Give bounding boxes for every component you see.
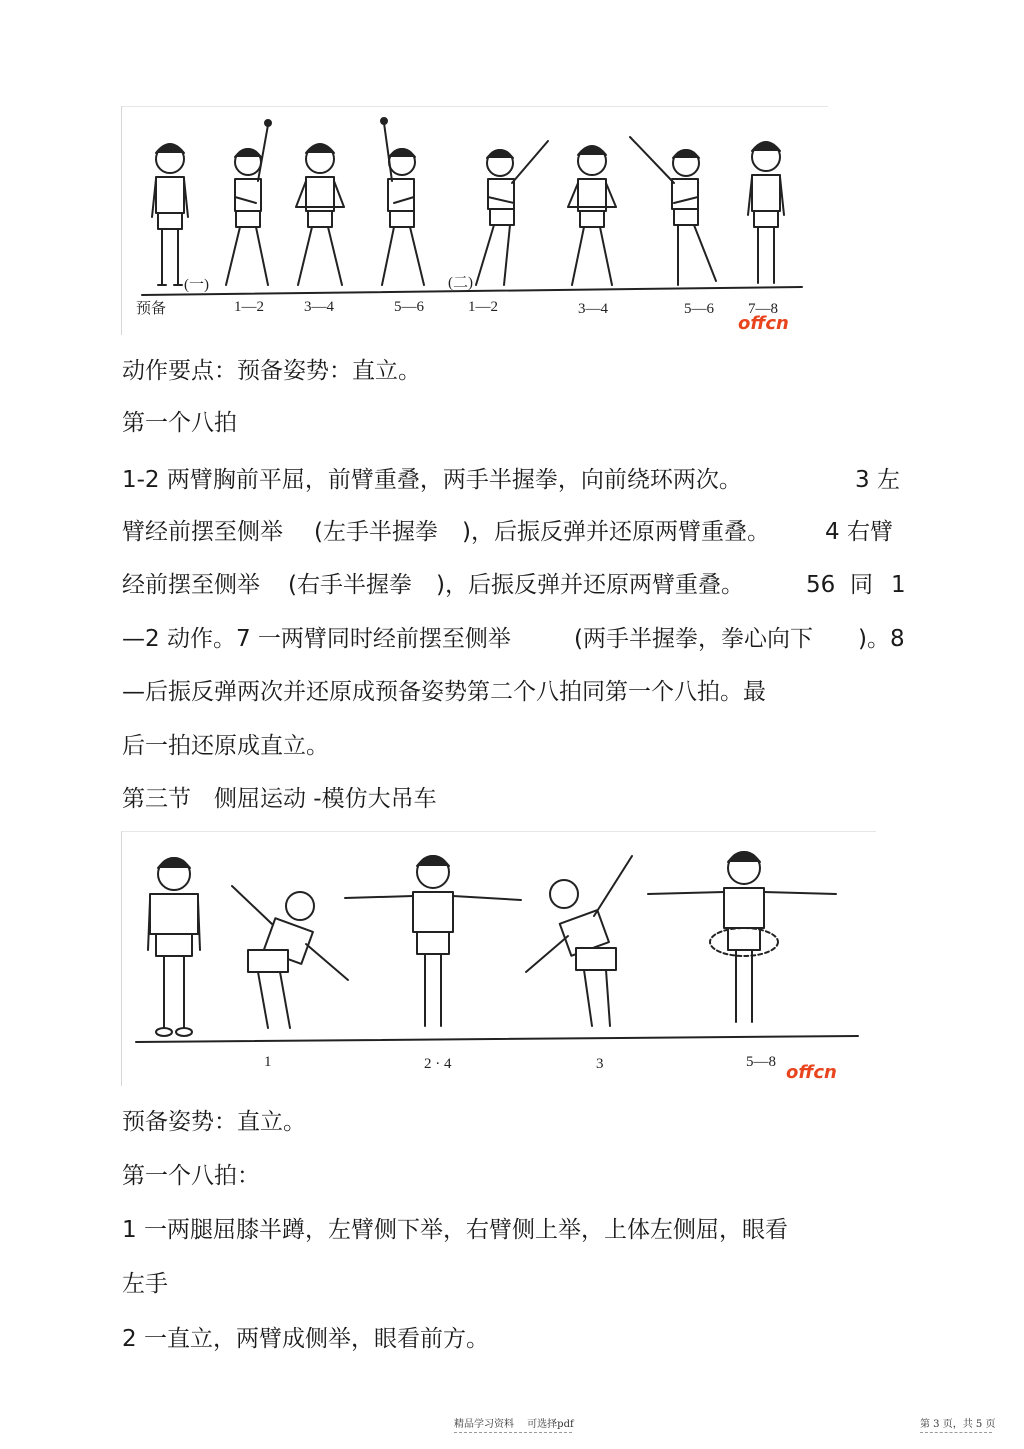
beat-label: 5—6 xyxy=(394,299,424,315)
text-segment: (左手半握拳 xyxy=(314,519,438,545)
watermark: offcn xyxy=(786,1062,837,1083)
text-segment: )，后振反弹并还原两臂重叠。 xyxy=(462,519,770,545)
text-line: 后一拍还原成直立。 xyxy=(122,733,329,759)
beat-label: 5—6 xyxy=(684,301,714,317)
exercise-figure-1 xyxy=(121,106,828,335)
text-line: 1 一两腿屈膝半蹲，左臂侧下举，右臂侧上举，上体左侧屈，眼看 xyxy=(122,1217,788,1243)
text-segment: )，后振反弹并还原两臂重叠。 xyxy=(436,572,744,598)
group-mark-1: (一) xyxy=(184,277,209,293)
footer-rule xyxy=(920,1432,992,1433)
watermark: offcn xyxy=(738,313,789,334)
exercise-figure-2 xyxy=(121,831,876,1086)
text-line: 第一个八拍 xyxy=(122,410,237,436)
text-segment: —2 动作。7 一两臂同时经前摆至侧举 xyxy=(122,626,511,652)
beat-label: 7—8 xyxy=(748,301,778,317)
text-segment: 4 右臂 xyxy=(825,519,893,545)
beat-label: 1—2 xyxy=(234,299,264,315)
section-heading: 第三节 侧屈运动 -模仿大吊车 xyxy=(122,786,437,812)
text-segment: 同 xyxy=(850,572,873,598)
text-line: —后振反弹两次并还原成预备姿势第二个八拍同第一个八拍。最 xyxy=(122,679,766,705)
beat-label: 2 · 4 xyxy=(424,1056,452,1072)
page-number: 第 3 页，共 5 页 xyxy=(920,1419,996,1430)
beat-label: 1 xyxy=(264,1054,272,1070)
text-line: 动作要点：预备姿势：直立。 xyxy=(122,358,421,384)
text-segment: 臂经前摆至侧举 xyxy=(122,519,283,545)
footer-left: 精品学习资料 可选择pdf xyxy=(454,1419,574,1430)
text-segment: 56 xyxy=(806,572,836,598)
group-mark-2: (二) xyxy=(448,275,473,291)
text-line: 第一个八拍： xyxy=(122,1163,260,1189)
text-line: 预备姿势：直立。 xyxy=(122,1109,306,1135)
text-line: 左手 xyxy=(122,1271,168,1297)
beat-label: 3—4 xyxy=(578,301,608,317)
beat-label: 预备 xyxy=(136,301,167,317)
text-segment: (两手半握拳，拳心向下 xyxy=(574,626,813,652)
exercise-illustration-1 xyxy=(122,107,828,335)
text-segment: 1-2 两臂胸前平屈，前臂重叠，两手半握拳，向前绕环两次。 xyxy=(122,467,742,493)
text-line: 2 一直立，两臂成侧举，眼看前方。 xyxy=(122,1326,489,1352)
beat-label: 3 xyxy=(596,1056,604,1072)
text-segment: )。8 xyxy=(858,626,905,652)
footer-rule xyxy=(454,1432,572,1433)
exercise-illustration-2 xyxy=(122,832,876,1086)
text-segment: 经前摆至侧举 xyxy=(122,572,260,598)
text-segment: (右手半握拳 xyxy=(288,572,412,598)
beat-label: 5—8 xyxy=(746,1054,776,1070)
text-segment: 3 左 xyxy=(855,467,900,493)
text-segment: 1 xyxy=(891,572,906,598)
beat-label: 1—2 xyxy=(468,299,498,315)
beat-label: 3—4 xyxy=(304,299,334,315)
